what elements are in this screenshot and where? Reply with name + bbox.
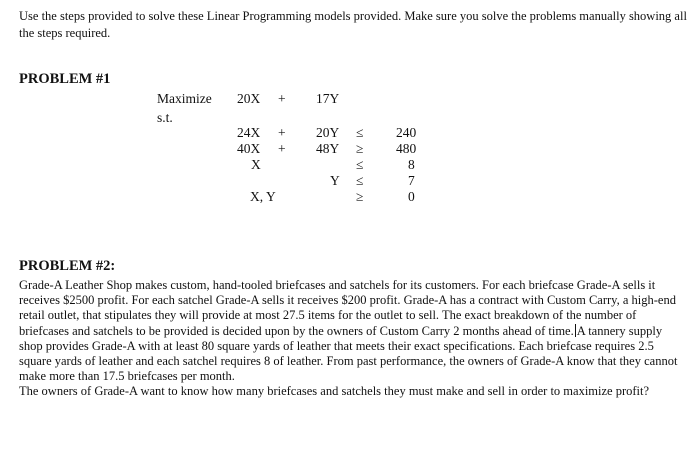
constraint-2-x-term: 40X bbox=[237, 141, 261, 156]
problem2-question: The owners of Grade-A want to know how many briefcases and satchels they must make and sell in order to maximize profit? bbox=[19, 384, 650, 399]
instructions-text: Use the steps provided to solve these Linear Programming models provided. Make sure you solve the problems manually showing all the steps required. bbox=[19, 9, 687, 40]
constraint-5-rhs: 0 bbox=[408, 189, 415, 204]
constraint-2-rhs: 480 bbox=[396, 141, 417, 156]
problem2-paragraph bbox=[19, 278, 681, 384]
constraint-5-relation: ≥ bbox=[356, 189, 364, 204]
problem2-body bbox=[19, 278, 681, 400]
constraint-4-relation: ≤ bbox=[356, 173, 364, 188]
objective-y-term: 17Y bbox=[316, 91, 340, 106]
objective-x-term: 20X bbox=[237, 91, 261, 106]
constraint-1-operator: + bbox=[278, 125, 286, 140]
objective-operator: + bbox=[278, 91, 286, 106]
constraint-4-y-term: Y bbox=[330, 173, 340, 188]
constraint-2-y-term: 48Y bbox=[316, 141, 340, 156]
constraint-3-x-term: X bbox=[251, 157, 261, 172]
problem2-heading: PROBLEM #2: bbox=[19, 258, 116, 274]
constraint-2-relation: ≥ bbox=[356, 141, 364, 156]
subject-to-label: s.t. bbox=[157, 110, 173, 125]
text-cursor bbox=[575, 324, 576, 337]
constraint-3-relation: ≤ bbox=[356, 157, 364, 172]
problem1-heading: PROBLEM #1 bbox=[19, 71, 111, 87]
constraint-1-y-term: 20Y bbox=[316, 125, 340, 140]
constraint-1-rhs: 240 bbox=[396, 125, 417, 140]
constraint-4-rhs: 7 bbox=[408, 173, 415, 188]
constraint-1-x-term: 24X bbox=[237, 125, 261, 140]
constraint-3-rhs: 8 bbox=[408, 157, 415, 172]
maximize-label: Maximize bbox=[157, 91, 212, 106]
problem2-text-part1: Grade-A Leather Shop makes custom, hand-tooled briefcases and satchels for its customers. For each briefcase Grade-A sells it receives $2500 profit. For each satchel Grade-A sells it receives $200 profit. Grade-A has a contract with Custom Carry, a high-end retail outlet, that stipulates they will provide at most 27.5 items for the outlet to sell. The exact breakdown of the number of briefcases and satchels to be provided is decided upon by the owners of Custom Carry 2 months ahead of time. bbox=[19, 278, 676, 338]
constraint-5-x-term: X, Y bbox=[250, 189, 276, 204]
problem2-text-part2: A tannery supply shop provides Grade-A with at least 80 square yards of leather that meets their exact specifications. Each briefcase requires 2.5 square yards of leather and each satchel requires 8 of leather. From past performance, the owners of Grade-A know that they cannot make more than 17.5 briefcases per month. bbox=[19, 323, 678, 384]
constraint-2-operator: + bbox=[278, 141, 286, 156]
constraint-1-relation: ≤ bbox=[356, 125, 364, 140]
